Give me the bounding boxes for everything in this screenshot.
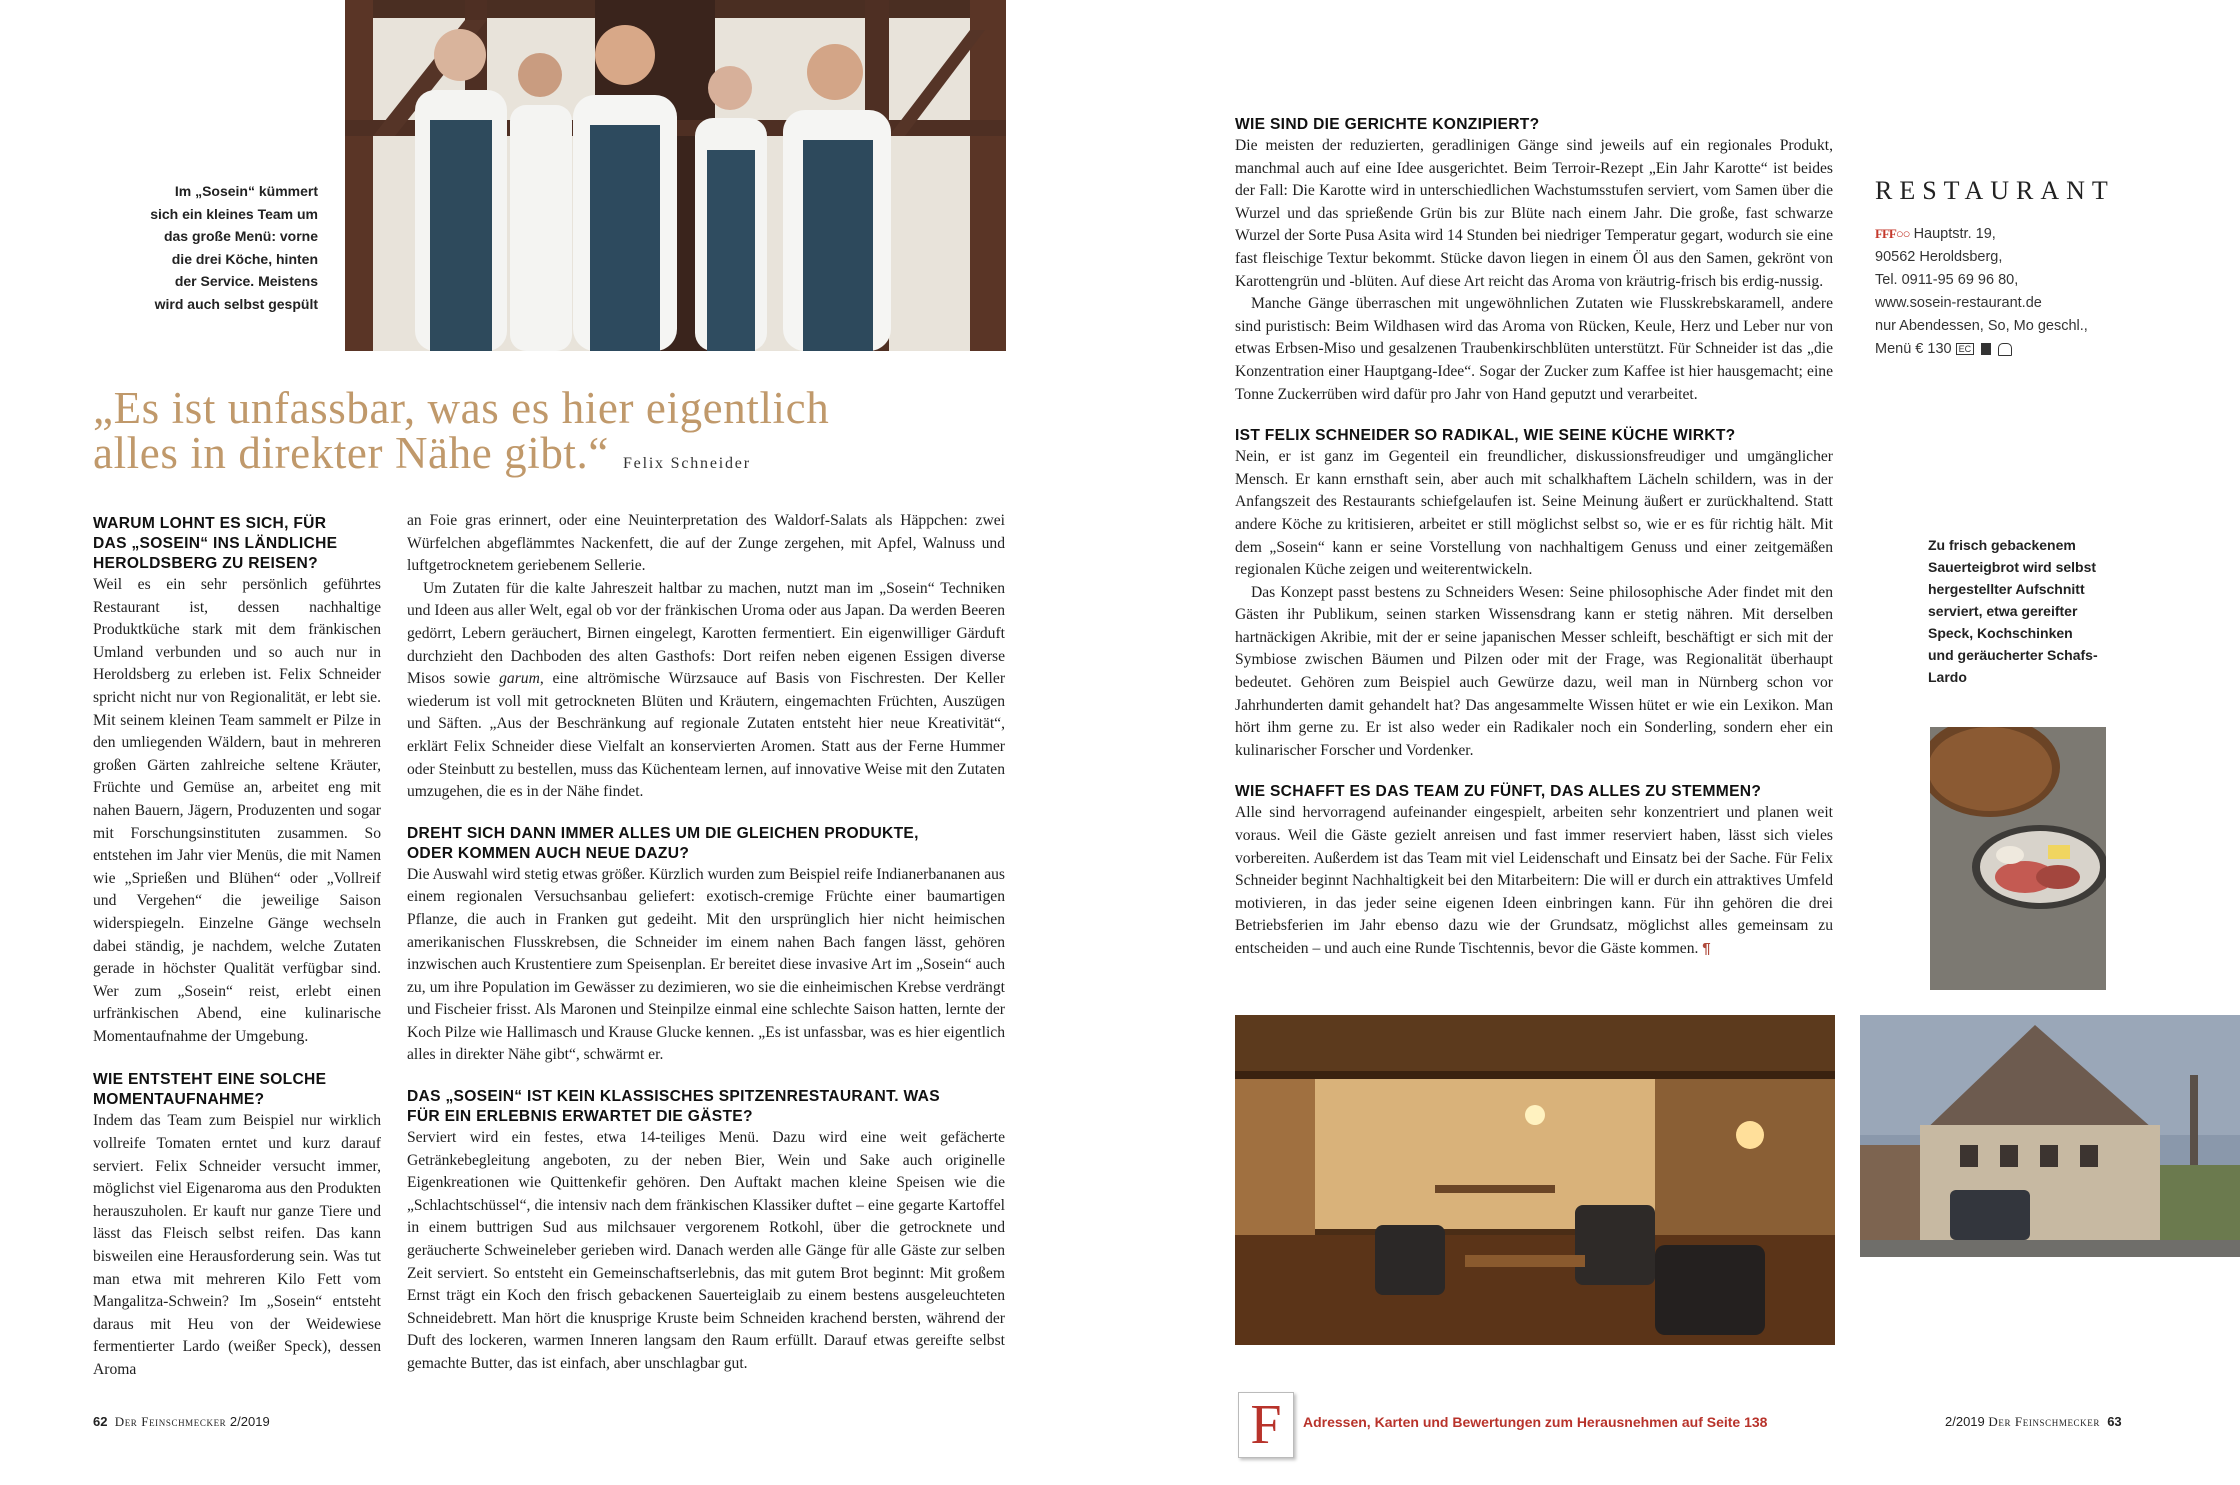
- paragraph: Weil es ein sehr persönlich geführtes Restaurant ist, dessen nachhaltige Produktküche stark mit dem fränkischen Umland verbunden und so auch nur in Heroldsberg zu erleben ist. Felix Schneider spricht nicht nur von Regionalität, er lebt sie. Mit seinem kleinen Team sammelt er Pilze in den umliegenden Wäldern, baut in mehreren großen Gärten zahlreiche seltene Kräuter, Früchte und Gemüse an, arbeitet eng mit nahen Bauern, Jägern, Produzenten und sogar mit Forschungsinstituten zusammen. So entstehen im Jahr vier Menüs, die mit Namen wie „Sprießen und Blühen“ oder „Vollreif und Vergehen“ die jeweilige Saison widerspiegeln. Einzelne Gänge wechseln dabei ständig, je nachdem, welche Zutaten gerade in höchster Qualität verfügbar sind. Wer zum „Sosein“ reist, erlebt einen urfränkischen Abend, eine kulinarische Momentaufnahme der Umgebung.: [93, 576, 381, 1045]
- heading-produkte: DREHT SICH DANN IMMER ALLES UM DIE GLEICHEN PRODUKTE, ODER KOMMEN AUCH NEUE DAZU?: [407, 824, 919, 862]
- paragraph: Alle sind hervorragend aufeinander eingespielt, arbeiten sehr konzentriert und planen weit voraus. Weil die Gäste gezielt anreisen und fast immer reserviert haben, lässt sich vieles vorbereiten. Außerdem ist das Team mit viel Leidenschaft und Einsatz bei der Sache. Für Felix Schneider beginnt Nachhaltigkeit bei den Mitarbeitern: Die will er durch ein attraktives Umfeld motivieren, in das jeder seine eigenen Ideen einbringen kann. Für ihn gehören die drei Betriebsferien im Jahr ebenso dazu wie der Grundsatz, möglichst alles gemeinsam zu entscheiden – und auch eine Runde Tischtennis, bevor die Gäste kommen. ¶: [1235, 804, 1833, 957]
- interior-photo: [1235, 1015, 1835, 1345]
- side-caption: Zu frisch gebackenem Sauerteigbrot wird selbst hergestellter Aufschnitt serviert, etwa gereifter Speck, Kochschinken und geräucherter Schafs-Lardo: [1928, 537, 2098, 685]
- pull-quote-line1: „Es ist unfassbar, was es hier eigentlich: [93, 383, 830, 433]
- infobox-phone: Tel. 0911-95 69 96 80,: [1875, 272, 2019, 288]
- pull-quote: [93, 383, 993, 486]
- infobox-web: www.sosein-restaurant.de: [1875, 295, 2042, 311]
- infobox-hours: nur Abendessen, So, Mo geschl.,: [1875, 318, 2088, 334]
- heading-momentaufnahme: WIE ENTSTEHT EINE SOLCHE MOMENTAUFNAHME?: [93, 1071, 327, 1109]
- feinschmecker-logo: F: [1238, 1392, 1294, 1458]
- infobox-title: RESTAURANT: [1875, 176, 2115, 205]
- ad-bar-text: Adressen, Karten und Bewertungen zum Herausnehmen auf Seite 138: [1303, 1414, 1768, 1430]
- paragraph: an Foie gras erinnert, oder eine Neuinterpretation des Waldorf-Salats als Häppchen: zwei Würfelchen abgeflämmtes Nackenfett, die auf der Zunge zergehen, mit Apfel, Walnuss und luftgetrocknetem geriebenem Sellerie. Um Zutaten für die kalte Jahreszeit haltbar zu machen, nutzt man im „Sosein“ Techniken und Ideen aus aller Welt, egal ob vor der fränkischen Uroma oder aus Japan. Da werden Beeren gedörrt, Lebern geräuchert, Birnen eingelegt, Karotten fermentiert. Ein eigenwilliger Gärduft durchzieht den Dachboden des alten Gasthofs: Dort reifen neben eigenen Essigen diverse Misos sowie garum, eine altrömische Würzsauce auf Basis von Fischresten. Der Keller wiederum ist voll mit getrockneten Blüten und Kräutern, eingemachten Früchten, Auszügen und Säften. „Aus der Beschränkung auf regionale Zutaten entsteht hier neue Kreativität“, erklärt Felix Schneider diese Vielfalt an konservierten Aromen. Statt aus der Ferne Hummer oder Steinbutt zu bestellen, muss das Küchenteam lernen, auf innovative Weise mit den Zutaten umzugehen, die es in der Nähe findet.: [407, 512, 1006, 801]
- left-column-1: [93, 514, 381, 1382]
- paragraph: Die Auswahl wird stetig etwas größer. Kürzlich wurden zum Beispiel reife Indianerbananen aus einem regionalen Versuchsanbau geliefert: exotisch-cremige Früchte einer baumartigen Pflanze, die auch in Franken gut gedeiht. Mit den ursprünglich hier nicht heimischen amerikanischen Flusskrebsen, die Schneider im einem nahen Bach fangen lässt, gehören inzwischen auch Krustentiere zum Speisenplan. Er bereitet diese invasive Art im „Sosein“ auch zu, um ihre Population im Gewässer zu dezimieren, wo sie die einheimischen Krebse verdrängt und Fischeier frisst. Als Maronen und Steinpilze einmal eine schlechte Saison hatten, lernte der Koch Pilze wie Hallimasch und Krause Glucke kennen. „Es ist unfassbar, was es hier eigentlich alles in direkter Nähe gibt“, schwärmt er.: [407, 865, 1006, 1064]
- left-column-2: [407, 510, 1005, 1376]
- paragraph: Die meisten der reduzierten, geradlinigen Gänge sind jeweils auf ein regionales Produkt, manchmal auch auf eine Idee ausgerichtet. Beim Terroir-Rezept „Ein Jahr Karotte“ ist beides der Fall: Die Karotte wird in unterschiedlichen Wachstumsstufen serviert, vom Samen über die Wurzel und das sprießende Grün bis zur Blüte nach einem Jahr. Die große, fast schwarze Wurzel der Sorte Pusa Asita wird 14 Stunden bei niedriger Temperatur gegart, wodurch sie eine fast fleischige Textur bekommt. Stücke davon liegen in einem Öl aus den Samen, gekrönt von Karottengrün und -blüten. Auf diese Art reicht das Aroma von kräutrig-frisch bis erdig-nussig. Manche Gänge überraschen mit ungewöhnlichen Zutaten wie Flusskrebskaramell, andere sind puristisch: Beim Wildhasen wird das Aroma von Rücken, Keule, Herz und Leber nur von etwas Erbsen-Miso und gesalzenen Traubenkirschblüten unterstützt. Für Schneider ist das „die Konzentration einer Hauptgang-Idee“. Sogar der Zucker zum Kaffee ist hier hausgemacht; eine Tonne Zuckerrüben wird dafür pro Jahr von Hand geputzt und verarbeitet.: [1235, 137, 1833, 403]
- pull-quote-attribution: Felix Schneider: [622, 455, 751, 472]
- right-column: [1235, 115, 1833, 961]
- hotel-icon: [1981, 343, 1991, 355]
- heading-gerichte: WIE SIND DIE GERICHTE KONZIPIERT?: [1235, 116, 1540, 133]
- paragraph: Nein, er ist ganz im Gegenteil ein freundlicher, diskussionsfreudiger und umgänglicher Mensch. Er kann ernsthaft sein, aber auch mit schalkhaftem Lächeln schildern, was in der Anfangszeit des Restaurants schiefgelaufen ist. Seine Meinung äußert er zurückhaltend. Statt andere Köche zu kritisieren, arbeitet er still möglichst selbst so, wie er es für richtig hält. Mit dem „Sosein“ kann er seine Vorstellung von nachhaltigem Genuss und einer zeitgemäßen regionalen Küche zeigen und weiterentwickeln. Das Konzept passt bestens zu Schneiders Wesen: Seine philosophische Ader findet mit den Gästen ihr Publikum, seinen starken Wissensdrang kann er stetig nähren. Mit derselben hartnäckigen Akribie, mit der er seine japanischen Messer schleift, beschäftigt er sich mit der Symbiose zwischen Bäumen und Pilzen oder mit der Frage, was Regionalität überhaupt bedeutet. Gehören zum Beispiel auch Gewürze dazu, weil man in Nürnberg schon vor Jahrhunderten damit gehandelt hat? Das angesammelte Wissen hütet er wie ein Lexikon. Man hört ihm gerne zu. Er ist also weder ein Radikaler noch ein Sonderling, sondern eher ein kulinarischer Forscher und Vordenker.: [1235, 448, 1833, 759]
- heading-radikal: IST FELIX SCHNEIDER SO RADIKAL, WIE SEINE KÜCHE WIRKT?: [1235, 427, 1736, 445]
- paragraph: Indem das Team zum Beispiel nur wirklich vollreife Tomaten erntet und kurz darauf serviert. Felix Schneider versucht immer, möglichst viel Eigenaroma aus den Produkten herauszuholen. Er kauft nur ganze Tiere und lässt das Fleisch selbst reifen. Das kann bisweilen eine Herausforderung sein. Was tut man etwa mit mehreren Kilo Fett vom Mangalitza-Schwein? Im „Sosein“ entsteht daraus mit Heu von der Weidewiese fermentierter Lardo (weißer Speck), dessen Aroma: [93, 1112, 381, 1378]
- food-photo: [1930, 727, 2106, 990]
- rating-icon: FFF: [1875, 226, 1896, 241]
- restaurant-infobox: [1875, 176, 2115, 361]
- paragraph: Serviert wird ein festes, etwa 14-teiliges Menü. Dazu wird eine weit gefächerte Getränkebegleitung angeboten, zu der neben Bier, Wein und Sake auch originelle Eigenkreationen wie Quittenkefir gehören. Den Auftakt machen kleine Speisen wie die „Schlachtschüssel“, die intensiv nach dem fränkischen Klassiker duftet – eine gegarte Kartoffel in einem buttrigen Sud aus milchsauer vergorenem Rotkohl, über die getrocknete und geräucherte Schweineleber gerieben wird. Danach werden alle Gänge für alle Gäste zur selben Zeit serviert. So entsteht ein Gemeinschaftserlebnis, das mit gutem Brot beginnt: Mit großem Ernst trägt ein Koch den frisch gebackenen Sauerteiglaib zu einem bestens ausgeleuchteten Schneidebrett. Man hört die knusprige Kruste beim Schneiden krachend bersten, während der Duft des lockeren, warmen Inneren langsam den Raum erfüllt. Darauf etwas gereifte selbst gemachte Butter, das ist einfach, aber unschlagbar gut.: [407, 1129, 1005, 1372]
- end-mark: ¶: [1702, 940, 1711, 957]
- empty-rating-icon: ○○: [1895, 226, 1910, 241]
- heading-team: WIE SCHAFFT ES DAS TEAM ZU FÜNFT, DAS ALLES ZU STEMMEN?: [1235, 783, 1762, 801]
- infobox-city: 90562 Heroldsberg,: [1875, 249, 2003, 265]
- pull-quote-line2: alles in direkter Nähe gibt.“ Felix Schneider: [93, 428, 751, 478]
- folio-right: 2/2019 Der Feinschmecker 63: [1945, 1414, 2122, 1429]
- folio-left: 62 Der Feinschmecker 2/2019: [93, 1414, 270, 1429]
- team-photo: [345, 0, 1006, 351]
- heading-erlebnis: DAS „SOSEIN“ IST KEIN KLASSISCHES SPITZENRESTAURANT. WAS FÜR EIN ERLEBNIS ERWARTET DIE GÄSTE?: [407, 1088, 940, 1126]
- heading-warum: WARUM LOHNT ES SICH, FÜR DAS „SOSEIN“ INS LÄNDLICHE HEROLDSBERG ZU REISEN?: [93, 515, 338, 572]
- exterior-photo: [1860, 1015, 2240, 1257]
- ec-card-icon: EC: [1956, 343, 1975, 355]
- infobox-menu: Menü € 130 EC: [1875, 338, 2115, 361]
- photo-caption: Im „Sosein“ kümmert sich ein kleines Team um das große Menü: vorne die drei Köche, hinten der Service. Meistens wird auch selbst gespült: [150, 183, 318, 312]
- parking-icon: [1998, 343, 2012, 356]
- infobox-address: FFF○○ Hauptstr. 19,: [1875, 226, 1996, 242]
